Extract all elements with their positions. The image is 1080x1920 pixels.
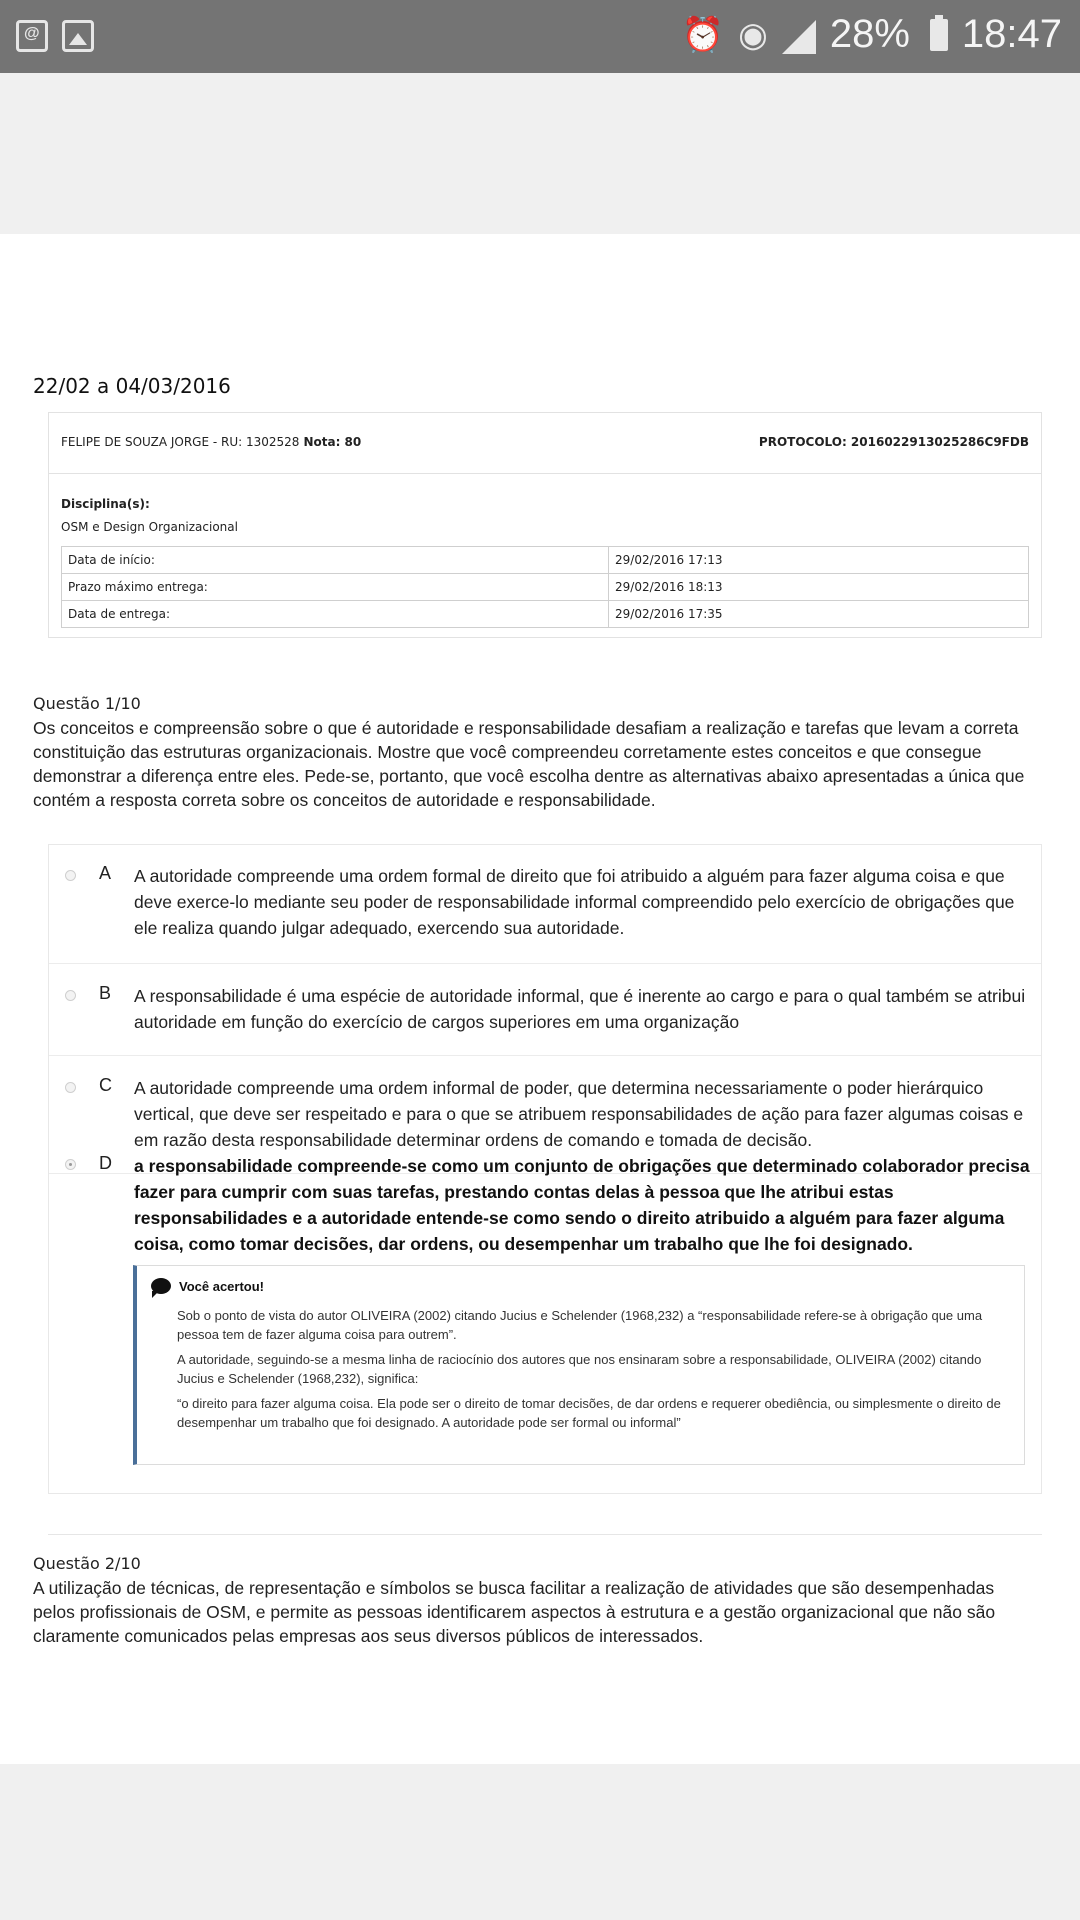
divider (49, 963, 1041, 964)
info-box (48, 412, 1042, 638)
date-label: Prazo máximo entrega: (62, 574, 609, 601)
dates-table (61, 546, 1029, 628)
discipline-value: OSM e Design Organizacional (61, 520, 238, 534)
divider (49, 1055, 1041, 1056)
table-row (62, 547, 1029, 574)
feedback-title: Você acertou! (179, 1278, 265, 1294)
date-value: 29/02/2016 17:13 (609, 547, 1029, 574)
option-letter: B (99, 983, 112, 1003)
option-letter: C (99, 1075, 112, 1095)
question-2-title: Questão 2/10 (33, 1554, 141, 1573)
question-1-text: Os conceitos e compreensão sobre o que é autoridade e responsabilidade desafiam a realização e tarefas que levam a correta constituição das estruturas organizacionais. Mostre que você compreendeu corretamente estes conceitos e que consegue demonstrar a diferença entre eles. Pede-se, portanto, que você escolha dentre as alternativas abaixo apresentadas a única que contém a resposta correta sobre os conceitos de autoridade e responsabilidade. (33, 718, 1025, 810)
option-letter: D (99, 1153, 112, 1173)
date-value: 29/02/2016 17:35 (609, 601, 1029, 628)
radio-button-checked[interactable] (65, 1159, 76, 1170)
student-info (61, 435, 361, 449)
option-text: A autoridade compreende uma ordem informal de poder, que determina necessariamente o poder hierárquico vertical, que deve ser respeitado e para o que se atribuem responsabilidades de ação para fazer algumas coisas e em razão desta responsabilidade determinar ordens de comando e tomada de decisão. (134, 1078, 1024, 1150)
feedback-quote: “o direito para fazer alguma coisa. Ela pode ser o direito de tomar decisões, de dar ordens e requerer obediência, ou simplesmente o direito de desempenhar um trabalho que foi designado. A autoridade pode ser formal ou informal” (177, 1396, 1001, 1430)
table-row (62, 574, 1029, 601)
feedback-box (133, 1265, 1025, 1465)
status-bar (0, 0, 1080, 73)
discipline-label: Disciplina(s): (61, 497, 150, 511)
date-label: Data de entrega: (62, 601, 609, 628)
battery-icon (930, 19, 948, 51)
radio-button[interactable] (65, 870, 76, 881)
notification-icon (16, 20, 48, 52)
date-range: 22/02 a 04/03/2016 (33, 374, 231, 398)
radio-button[interactable] (65, 990, 76, 1001)
page-content (0, 234, 1080, 1764)
wifi-icon: ◉ (738, 15, 768, 54)
table-row (62, 601, 1029, 628)
radio-button[interactable] (65, 1082, 76, 1093)
top-band (0, 73, 1080, 234)
option-text: A responsabilidade é uma espécie de autoridade informal, que é inerente ao cargo e para o qual também se atribui autoridade em função do exercício de cargos superiores em uma organização (134, 986, 1026, 1032)
alarm-icon: ⏰ (681, 15, 725, 54)
gallery-icon (62, 20, 94, 52)
option-text: a responsabilidade compreende-se como um conjunto de obrigações que determinado colaborador precisa fazer para cumprir com suas tarefas, prestando contas delas à pessoa que lhe atribui estas responsabilidades e a autoridade entende-se como sendo o direito atribuido a alguém para fazer alguma coisa, como tomar decisões, dar ordens, ou desempenhar um trabalho que lhe foi designado. (134, 1156, 1030, 1254)
battery-percent: 28% (829, 12, 910, 56)
option-letter: A (99, 863, 112, 883)
clock: 18:47 (961, 12, 1062, 56)
grade: Nota: 80 (303, 435, 362, 449)
question-1-title: Questão 1/10 (33, 694, 141, 713)
answer-options (48, 844, 1042, 1494)
chat-bubble-icon (151, 1278, 171, 1294)
signal-icon (782, 20, 816, 54)
protocol: PROTOCOLO: 2016022913025286C9FDB (758, 435, 1029, 449)
date-label: Data de início: (62, 547, 609, 574)
date-value: 29/02/2016 18:13 (609, 574, 1029, 601)
student-name: FELIPE DE SOUZA JORGE - RU: 1302528 (61, 435, 300, 449)
question-divider (48, 1534, 1042, 1535)
feedback-paragraph: Sob o ponto de vista do autor OLIVEIRA (2002) citando Jucius e Schelender (1968,232) a “responsabilidade refere-se à obrigação que uma pessoa tem de fazer alguma coisa para outrem”. (177, 1308, 983, 1342)
info-header (49, 413, 1041, 474)
option-text: A autoridade compreende uma ordem formal de direito que foi atribuido a alguém para fazer alguma coisa e que deve exerce-lo mediante seu poder de responsabilidade informal compreendido pelo exercício de obrigações que ele realiza quando julgar adequado, exercendo sua autoridade. (134, 866, 1015, 938)
bottom-band (0, 1764, 1080, 1920)
feedback-paragraph: A autoridade, seguindo-se a mesma linha de raciocínio dos autores que nos ensinaram sobre a responsabilidade, OLIVEIRA (2002) citando Jucius e Schelender (1968,232), significa: (177, 1352, 982, 1386)
question-2-text: A utilização de técnicas, de representação e símbolos se busca facilitar a realização de atividades que são desempenhadas pelos profissionais de OSM, e permite as pessoas identificarem aspectos à estrutura e a gestão organizacional que não são claramente comunicados pelas empresas aos seus diversos públicos de interessados. (33, 1578, 996, 1646)
